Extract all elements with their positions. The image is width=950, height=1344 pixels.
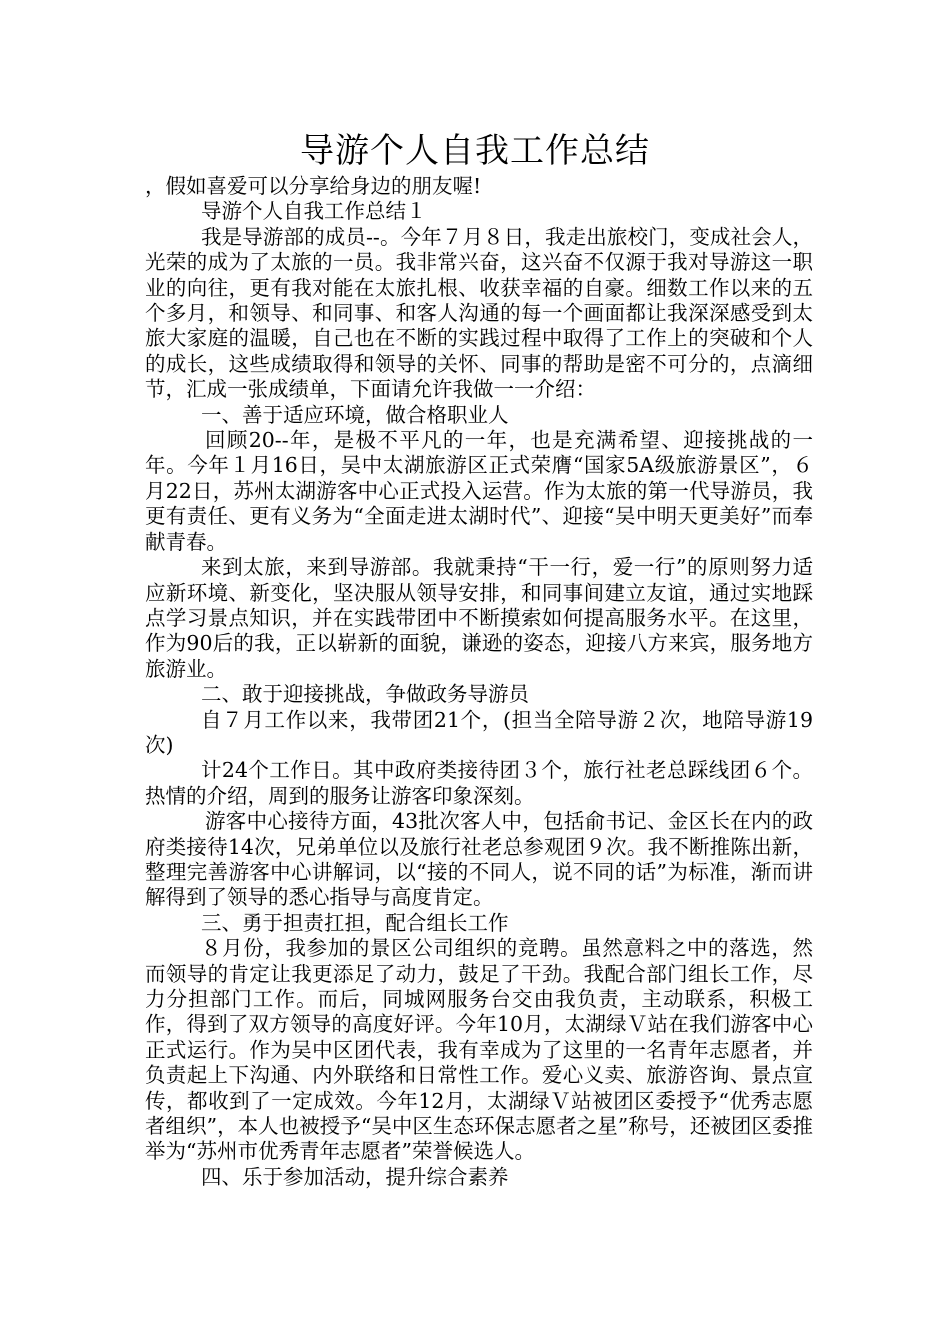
section-heading: 四、乐于参加活动，提升综合素养 <box>201 1164 509 1189</box>
paragraph: 我是导游部的成员--。今年７月８日，我走出旅校门，变成社会人，光荣的成为了太旅的一员。我非常兴奋，这兴奋不仅源于我对导游这一职业的向往，更有我对能在太旅扎根、收获幸福的自豪。细数工作以来的五个多月，和领导、和同事、和客人沟通的每一个画面都让我深深感受到太旅大家庭的温暖，自己也在不断的实践过程中取得了工作上的突破和个人的成长，这些成绩取得和领导的关怀、同事的帮助是密不可分的，点滴细节，汇成一张成绩单，下面请允许我做一一介绍： <box>145 224 813 402</box>
subtitle-heading: 导游个人自我工作总结１ <box>201 199 427 224</box>
document-title: 导游个人自我工作总结 <box>300 131 650 171</box>
section-heading: 一、善于适应环境，做合格职业人 <box>201 402 509 427</box>
paragraph: ，假如喜爱可以分享给身边的朋友喔! <box>145 174 482 198</box>
paragraph: 计24个工作日。其中政府类接待团３个，旅行社老总踩线团６个。热情的介绍，周到的服务让游客印象深刻。 <box>145 758 813 808</box>
section-heading: 二、敢于迎接挑战，争做政务导游员 <box>201 682 529 707</box>
paragraph: 来到太旅，来到导游部。我就秉持“干一行，爱一行”的原则努力适应新环境、新变化，坚决服从领导安排，和同事间建立友谊，通过实地踩点学习景点知识，并在实践带团中不断摸索如何提高服务水平。在这里，作为90后的我，正以崭新的面貌，谦逊的姿态，迎接八方来宾，服务地方旅游业。 <box>145 555 813 681</box>
document-body <box>145 174 813 1190</box>
paragraph: 游客中心接待方面，43批次客人中，包括俞书记、金区长在内的政府类接待14次，兄弟单位以及旅行社老总参观团９次。我不断推陈出新，整理完善游客中心讲解词，以“接的不同人，说不同的话”为标准，渐而讲解得到了领导的悉心指导与高度肯定。 <box>145 809 813 910</box>
paragraph: ８月份，我参加的景区公司组织的竞聘。虽然意料之中的落选，然而领导的肯定让我更添足了动力，鼓足了干劲。我配合部门组长工作，尽力分担部门工作。而后，同城网服务台交由我负责，主动联系，积极工作，得到了双方领导的高度好评。今年10月，太湖绿Ｖ站在我们游客中心正式运行。作为吴中区团代表，我有幸成为了这里的一名青年志愿者，并负责起上下沟通、内外联络和日常性工作。爱心义卖、旅游咨询、景点宣传，都收到了一定成效。今年12月，太湖绿Ｖ站被团区委授予“优秀志愿者组织”，本人也被授予“吴中区生态环保志愿者之星”称号，还被团区委推举为“苏州市优秀青年志愿者”荣誉候选人。 <box>145 936 813 1164</box>
paragraph: 自７月工作以来，我带团21个，(担当全陪导游２次，地陪导游19次) <box>145 707 813 757</box>
section-heading: 三、勇于担责扛担，配合组长工作 <box>201 910 509 935</box>
paragraph: 回顾20--年，是极不平凡的一年，也是充满希望、迎接挑战的一年。今年１月16日，吴中太湖旅游区正式荣膺“国家5A级旅游景区”，６月22日，苏州太湖游客中心正式投入运营。作为太旅的第一代导游员，我更有责任、更有义务为“全面走进太湖时代”、迎接“吴中明天更美好”而奉献青春。 <box>145 428 813 554</box>
